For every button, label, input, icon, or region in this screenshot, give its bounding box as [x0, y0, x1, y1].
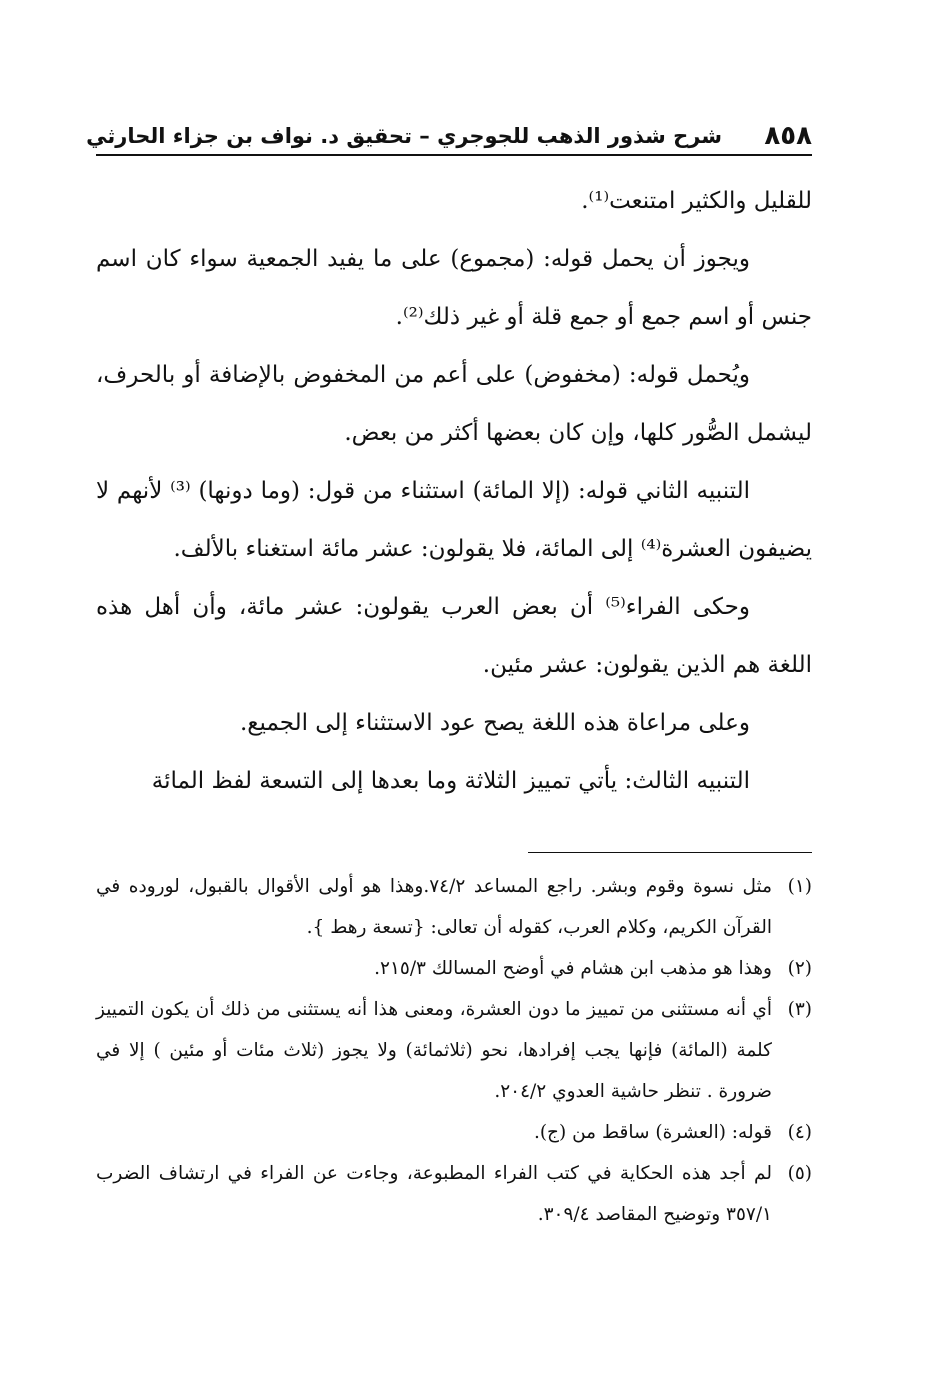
paragraph: ويجوز أن يحمل قوله: (مجموع) على ما يفيد الجمعية سواء كان اسم جنس أو اسم جمع أو جمع قلة أو غير ذلك⁽²⁾. [96, 246, 812, 330]
footnote-text: لم أجد هذه الحكاية في كتب الفراء المطبوعة، وجاءت عن الفراء في ارتشاف الضرب ٣٥٧/١ وتوضيح المقاصد ٣٠٩/٤. [96, 1163, 772, 1225]
page-number: ٨٥٨ [764, 121, 812, 151]
footnote-text: قوله: (العشرة) ساقط من (ج). [533, 1122, 772, 1143]
header-rule [96, 154, 812, 156]
footnote-number: (٤) [787, 1122, 812, 1143]
footnote-3 [96, 989, 812, 1112]
footnote-text: أي أنه مستثنى من تمييز ما دون العشرة، ومعنى هذا أنه يستثنى من ذلك أن يكون التمييز كلمة (المائة) فإنها يجب إفرادها، نحو (ثلاثمائة) ولا يجوز (ثلاث مئات أو مئين ) إلا في ضرورة . تنظر حاشية العدوي ٢٠٤/٢. [96, 999, 772, 1102]
paragraph: التنبيه الثالث: يأتي تمييز الثلاثة وما بعدها إلى التسعة لفظ المائة [151, 768, 750, 794]
page-header [86, 118, 812, 156]
footnote-separator [528, 852, 812, 853]
paragraph: ويُحمل قوله: (مخفوض) على أعم من المخفوض بالإضافة أو بالحرف، ليشمل الصُّور كلها، وإن كان بعضها أكثر من بعض. [96, 362, 812, 446]
paragraph: للقليل والكثير امتنعت⁽¹⁾. [581, 188, 812, 214]
footnote-4 [96, 1112, 812, 1153]
main-text [96, 172, 812, 810]
footnote-number: (٥) [787, 1163, 812, 1184]
running-title: شرح شذور الذهب للجوجري – تحقيق د. نواف بن جزاء الحارثي [86, 124, 722, 148]
footnote-number: (٢) [787, 958, 812, 979]
footnote-5 [96, 1153, 812, 1235]
footnote-2 [96, 948, 812, 989]
paragraph: التنبيه الثاني قوله: (إلا المائة) استثناء من قول: (وما دونها) ⁽³⁾ لأنهم لا يضيفون العشرة⁽⁴⁾ إلى المائة، فلا يقولون: عشر مائة استغناء بالألف. [96, 478, 812, 562]
footnote-text: وهذا هو مذهب ابن هشام في أوضح المسالك ٢١٥/٣. [374, 958, 772, 979]
footnote-text: مثل نسوة وقوم وبشر. راجع المساعد ٧٤/٢.وهذا هو أولى الأقوال بالقبول، لوروده في القرآن الكريم، وكلام العرب، كقوله أن تعالى: {تسعة رهط }. [96, 876, 772, 938]
footnote-1 [96, 866, 812, 948]
paragraph: وعلى مراعاة هذه اللغة يصح عود الاستثناء إلى الجميع. [239, 710, 750, 736]
paragraph: وحكى الفراء⁽⁵⁾ أن بعض العرب يقولون: عشر مائة، وأن أهل هذه اللغة هم الذين يقولون: عشر مئين. [96, 594, 812, 678]
footnote-number: (١) [787, 876, 812, 897]
footnotes [96, 866, 812, 1235]
footnote-number: (٣) [787, 999, 812, 1020]
